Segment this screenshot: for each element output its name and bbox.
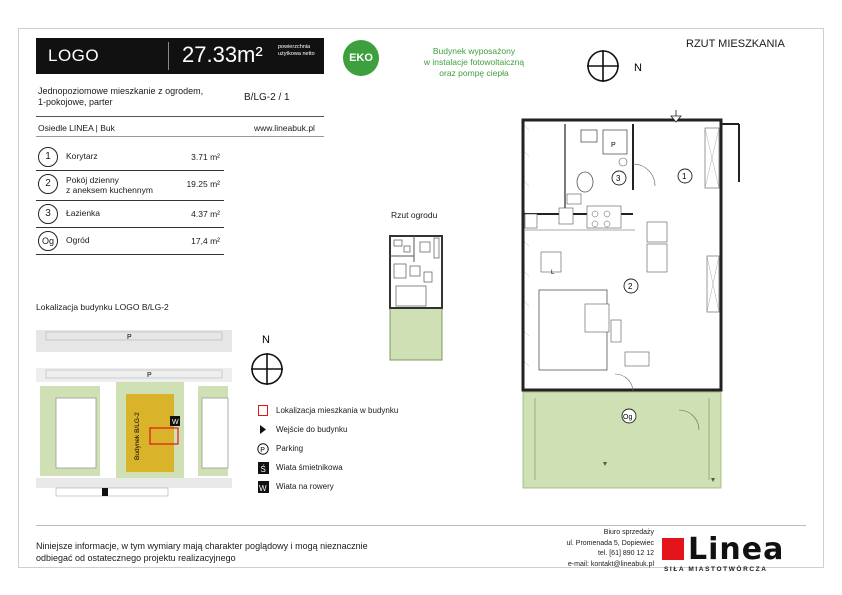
brand-logo-mark xyxy=(662,538,684,560)
eko-badge: EKO xyxy=(343,40,379,76)
room-number: Og xyxy=(38,231,58,251)
legend-item xyxy=(258,404,428,423)
disclaimer-line: Niniejsze informacje, w tym wymiary mają charakter poglądowy i mogą nieznacznie xyxy=(36,541,368,551)
plan-title: RZUT MIESZKANIA xyxy=(686,38,785,50)
room-area: 17,4 m² xyxy=(191,236,220,246)
disclaimer-line: odbiegać od ostatecznego projektu realizacyjnego xyxy=(36,553,236,563)
location-title: Lokalizacja budynku LOGO B/LG-2 xyxy=(36,302,169,312)
legend-item xyxy=(258,442,428,461)
legend-item xyxy=(258,480,428,499)
compass-icon xyxy=(248,333,292,393)
website-link[interactable]: www.lineabuk.pl xyxy=(254,123,315,133)
sales-office xyxy=(520,528,654,570)
bike-shelter-icon xyxy=(258,481,269,493)
brand-slogan: SIŁA MIASTOTWÓRCZA xyxy=(664,566,768,573)
legend-label: Wiata śmietnikowa xyxy=(276,463,343,472)
office-email[interactable]: e-mail: kontakt@lineabuk.pl xyxy=(567,560,654,568)
apartment-description xyxy=(38,86,238,108)
room-label: 1 xyxy=(682,172,687,181)
room-name: Korytarz xyxy=(66,151,98,161)
apartment-code: B/LG-2 / 1 xyxy=(244,92,290,103)
room-table xyxy=(36,144,224,255)
legend xyxy=(258,404,428,499)
svg-text:Ś: Ś xyxy=(260,465,266,474)
room-name-line: Pokój dzienny xyxy=(66,175,119,185)
room-number: 1 xyxy=(38,147,58,167)
eko-line: w instalacje fotowoltaiczną xyxy=(423,57,525,67)
apartment-area: 27.33m² xyxy=(182,42,263,67)
divider xyxy=(36,116,324,117)
footer-divider xyxy=(36,525,806,526)
office-address: ul. Promenada 5, Dopiewiec xyxy=(566,539,654,547)
legend-item xyxy=(258,423,428,442)
parking-icon xyxy=(257,443,269,455)
room-row xyxy=(36,171,224,201)
room-label: Og xyxy=(623,414,633,421)
room-label: 3 xyxy=(616,174,621,183)
divider xyxy=(36,136,324,137)
building-label: Budynek B/LG-2 xyxy=(134,412,141,460)
room-number: 3 xyxy=(38,204,58,224)
floor-plan xyxy=(515,110,745,492)
apartment-location-icon xyxy=(258,405,268,416)
room-area: 4.37 m² xyxy=(191,209,220,219)
description-line: Jednopoziomowe mieszkanie z ogrodem, xyxy=(38,86,204,96)
room-row xyxy=(36,228,224,255)
svg-text:W: W xyxy=(259,484,267,493)
north-label: N xyxy=(634,62,642,74)
garden-plan-title: Rzut ogrodu xyxy=(391,210,438,220)
estate-name: Osiedle LINEA | Buk xyxy=(38,123,115,133)
room-name: Łazienka xyxy=(66,208,101,218)
room-area: 19.25 m² xyxy=(186,179,220,189)
room-number: 2 xyxy=(38,174,58,194)
bath-label: P xyxy=(611,142,616,149)
legend-label: Wiata na rowery xyxy=(276,482,334,491)
area-note: powierzchnia użytkowa netto xyxy=(278,44,315,57)
legend-item xyxy=(258,461,428,480)
legend-label: Wejście do budynku xyxy=(276,425,348,434)
legend-label: Parking xyxy=(276,444,304,453)
svg-text:P: P xyxy=(260,447,265,454)
parking-mark: P xyxy=(127,334,132,341)
parking-mark: P xyxy=(147,372,152,379)
room-area: 3.71 m² xyxy=(191,152,220,162)
header-bar xyxy=(36,38,324,74)
bike-mark: W xyxy=(172,419,179,426)
disclaimer xyxy=(36,540,416,564)
entrance-arrow-icon xyxy=(258,424,268,435)
room-name xyxy=(66,175,176,195)
eko-description xyxy=(412,46,536,79)
description-line: 1-pokojowe, parter xyxy=(38,97,113,107)
header-divider xyxy=(168,42,169,70)
legend-label: Lokalizacja mieszkania w budynku xyxy=(276,406,399,415)
room-row xyxy=(36,144,224,171)
kitchen-label: L xyxy=(551,270,555,276)
brand-logo: Linea xyxy=(688,532,785,567)
waste-shelter-icon xyxy=(258,462,269,474)
room-name-line: z aneksem kuchennym xyxy=(66,185,153,195)
room-row xyxy=(36,201,224,228)
room-name: Ogród xyxy=(66,235,90,245)
office-title: Biuro sprzedaży xyxy=(603,529,654,536)
room-label: 2 xyxy=(628,282,633,291)
compass-icon xyxy=(585,48,655,84)
site-map xyxy=(36,320,232,502)
office-phone[interactable]: tel. [61] 890 12 12 xyxy=(597,550,654,557)
logo-text: LOGO xyxy=(48,46,100,65)
north-label: N xyxy=(262,334,270,346)
eko-line: Budynek wyposażony xyxy=(432,46,516,56)
garden-plan xyxy=(384,232,450,362)
eko-line: oraz pompę ciepła xyxy=(439,68,509,78)
